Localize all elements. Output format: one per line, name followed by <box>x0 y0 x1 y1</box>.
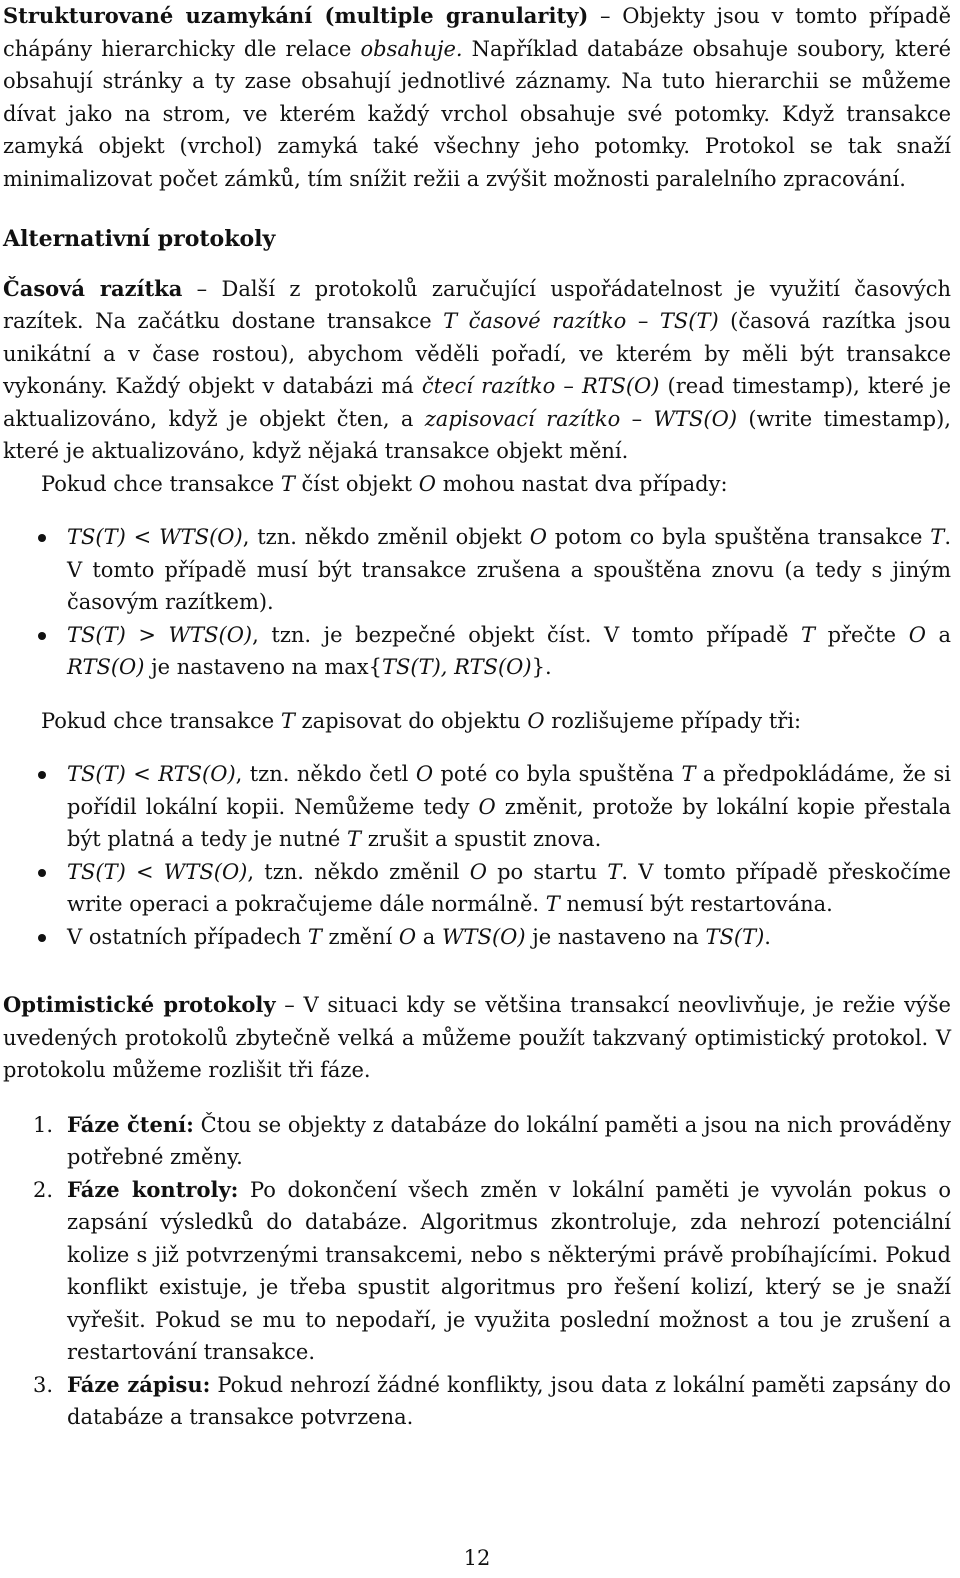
list-item: 2. Fáze kontroly: Po dokončení všech změn v lokální paměti je vyvolán pokus o zapsání výsledků do databáze. Algoritmus zkontroluje, zda nehrozí potenciální kolize s již potvrzenými transakcemi, nebo s některými právě probíhajícími. Pokud konflikt existuje, je třeba spustit algoritmus pro řešení kolizí, který se je snaží vyřešit. Pokud se mu to nepodaří, je využita poslední možnost a tou je zrušení a restartování transakce. <box>33 1176 951 1364</box>
paragraph-optimistic: Optimistické protokoly – V situaci kdy se většina transakcí neovlivňuje, je režie výše uvedených protokolů zbytečně velká a můžeme použít takzvaný optimistický protokol. V protokolu můžeme rozlišit tři fáze. <box>3 992 951 1082</box>
heading-timestamps: Časová razítka <box>3 275 183 301</box>
list-item: V ostatních případech T změní O a WTS(O) je nastaveno na TS(T). <box>3 921 951 954</box>
list-item: TS(T) < RTS(O), tzn. někdo četl O poté co byla spuštěna T a předpokládáme, že si pořídil lokální kopii. Nemůžeme tedy O změnit, protože by lokální kopie přestala být platná a tedy je nutné T zrušit a spustit znova. <box>3 758 951 856</box>
write-intro: Pokud chce transakce T zapisovat do objektu O rozlišujeme případy tři: <box>41 708 802 733</box>
paragraph-timestamps: Časová razítka – Další z protokolů zaručující uspořádatelnost je využití časových razítek. Na začátku dostane transakce T časové razítko – TS(T) (časová razítka jsou unikátní a v čase rostou), abychom věděli pořadí, ve kterém by měli být transakce vykonány. Každý objekt v databázi má čtecí razítko – RTS(O) (read timestamp), které je aktualizováno, když je objekt čten, a zapisovací razítko – WTS(O) (write timestamp), které je aktualizováno, když nějaká transakce objekt mění. <box>3 275 951 463</box>
page-number: 12 <box>463 1546 491 1570</box>
heading-optimistic: Optimistické protokoly <box>3 992 276 1017</box>
list-item: TS(T) < WTS(O), tzn. někdo změnil objekt O potom co byla spuštěna transakce T. V tomto případě musí být transakce zrušena a spouštěna znovu (a tedy s jiným časovým razítkem). <box>3 521 951 619</box>
read-intro: Pokud chce transakce T číst objekt O mohou nastat dva případy: <box>41 471 728 496</box>
heading-alternative-protocols: Alternativní protokoly <box>3 226 276 252</box>
list-item: 3. Fáze zápisu: Pokud nehrozí žádné konflikty, jsou data z lokální paměti zapsány do databáze a transakce potvrzena. <box>33 1371 951 1429</box>
paragraph-multiple-granularity: Strukturované uzamykání (multiple granularity) – Objekty jsou v tomto případě chápány hierarchicky dle relace obsahuje. Například databáze obsahuje soubory, které obsahují stránky a ty zase obsahují jednotlivé záznamy. Na tuto hierarchii se můžeme dívat jako na strom, ve kterém každý vrchol obsahuje své potomky. Když transakce zamyká objekt (vrchol) zamyká také všechny jeho potomky. Protokol se tak snaží minimalizovat počet zámků, tím snížit režii a zvýšit možnosti paralelního zpracování. <box>3 3 951 191</box>
read-cases-list <box>3 521 951 684</box>
heading-multiple-granularity: Strukturované uzamykání (multiple granularity) <box>3 3 589 28</box>
document-page <box>3 0 951 1434</box>
list-item: TS(T) < WTS(O), tzn. někdo změnil O po startu T. V tomto případě přeskočíme write operaci a pokračujeme dále normálně. T nemusí být restartována. <box>3 856 951 921</box>
list-item: TS(T) > WTS(O), tzn. je bezpečné objekt číst. V tomto případě T přečte O a RTS(O) je nastaveno na max{TS(T), RTS(O)}. <box>3 619 951 684</box>
phases-list <box>3 1109 951 1434</box>
write-cases-list <box>3 758 951 953</box>
list-item: 1. Fáze čtení: Čtou se objekty z databáze do lokální paměti a jsou na nich prováděny potřebné změny. <box>33 1111 951 1169</box>
